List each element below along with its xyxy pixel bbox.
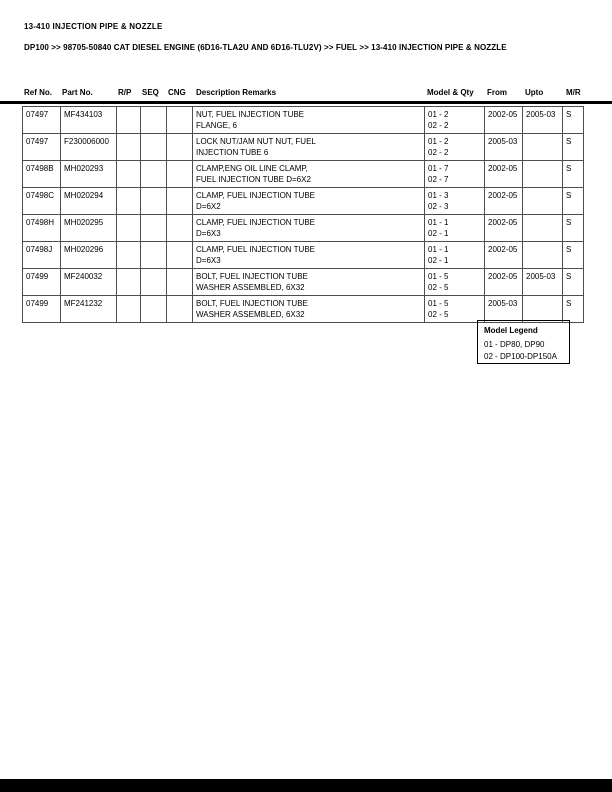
table-row (23, 107, 584, 134)
part-no-cell: MF434103 (61, 107, 117, 134)
part-no-cell: MH020296 (61, 242, 117, 269)
model-qty-line-1: 01 - 5 (428, 272, 449, 281)
ref-no-cell: 07498J (23, 242, 61, 269)
from-cell: 2002-05 (485, 215, 523, 242)
page-bottom-edge-bar (0, 779, 612, 792)
description-line-2: FUEL INJECTION TUBE D=6X2 (196, 174, 311, 184)
model-qty-line-2: 02 - 1 (428, 228, 449, 238)
mr-cell: S (563, 296, 584, 323)
ref-no-cell: 07498B (23, 161, 61, 188)
description-line-1: CLAMP, FUEL INJECTION TUBE (196, 245, 315, 254)
description-line-2: D=6X3 (196, 255, 221, 265)
cng-cell (167, 296, 193, 323)
column-header-upto: Upto (525, 88, 544, 97)
part-no-cell: MF240032 (61, 269, 117, 296)
seq-cell (141, 269, 167, 296)
part-no-cell: MH020294 (61, 188, 117, 215)
model-qty-cell (425, 242, 485, 269)
model-qty-line-1: 01 - 2 (428, 137, 449, 146)
description-line-2: WASHER ASSEMBLED, 6X32 (196, 282, 305, 292)
header-divider-rule (0, 101, 612, 104)
mr-cell: S (563, 134, 584, 161)
model-qty-line-1: 01 - 2 (428, 110, 449, 119)
description-cell (193, 134, 425, 161)
column-header-model-qty: Model & Qty (427, 88, 474, 97)
model-qty-line-1: 01 - 1 (428, 245, 449, 254)
mr-cell: S (563, 107, 584, 134)
upto-cell: 2005-03 (523, 107, 563, 134)
description-line-2: WASHER ASSEMBLED, 6X32 (196, 309, 305, 319)
ref-no-cell: 07497 (23, 107, 61, 134)
description-cell (193, 188, 425, 215)
description-cell (193, 242, 425, 269)
description-cell (193, 107, 425, 134)
mr-cell: S (563, 188, 584, 215)
column-header-rp: R/P (118, 88, 132, 97)
seq-cell (141, 188, 167, 215)
column-header-from: From (487, 88, 507, 97)
cng-cell (167, 269, 193, 296)
model-qty-line-1: 01 - 5 (428, 299, 449, 308)
upto-cell (523, 242, 563, 269)
model-qty-cell (425, 296, 485, 323)
description-cell (193, 161, 425, 188)
description-line-2: D=6X3 (196, 228, 221, 238)
description-line-2: D=6X2 (196, 201, 221, 211)
mr-cell: S (563, 215, 584, 242)
rp-cell (117, 296, 141, 323)
table-row (23, 188, 584, 215)
model-qty-line-1: 01 - 3 (428, 191, 449, 200)
model-qty-line-2: 02 - 5 (428, 309, 449, 319)
rp-cell (117, 242, 141, 269)
model-qty-line-2: 02 - 2 (428, 147, 449, 157)
seq-cell (141, 242, 167, 269)
column-header-cng: CNG (168, 88, 186, 97)
rp-cell (117, 188, 141, 215)
upto-cell: 2005-03 (523, 269, 563, 296)
part-no-cell: MF241232 (61, 296, 117, 323)
table-row (23, 215, 584, 242)
table-row (23, 242, 584, 269)
upto-cell (523, 161, 563, 188)
model-qty-line-2: 02 - 5 (428, 282, 449, 292)
model-qty-cell (425, 215, 485, 242)
breadcrumb: DP100 >> 98705-50840 CAT DIESEL ENGINE (6D16-TLA2U AND 6D16-TLU2V) >> FUEL >> 13-410 INJECTION PIPE & NOZZLE (24, 43, 507, 52)
seq-cell (141, 215, 167, 242)
cng-cell (167, 107, 193, 134)
seq-cell (141, 107, 167, 134)
part-no-cell: MH020293 (61, 161, 117, 188)
model-qty-line-2: 02 - 2 (428, 120, 449, 130)
description-line-1: CLAMP, FUEL INJECTION TUBE (196, 218, 315, 227)
page-title: 13-410 INJECTION PIPE & NOZZLE (24, 22, 163, 31)
rp-cell (117, 215, 141, 242)
cng-cell (167, 215, 193, 242)
table-row (23, 161, 584, 188)
from-cell: 2002-05 (485, 242, 523, 269)
seq-cell (141, 134, 167, 161)
ref-no-cell: 07497 (23, 134, 61, 161)
ref-no-cell: 07499 (23, 296, 61, 323)
model-legend-box (477, 320, 570, 364)
description-line-2: INJECTION TUBE 6 (196, 147, 269, 157)
rp-cell (117, 107, 141, 134)
model-legend-item-01: 01 - DP80, DP90 (484, 340, 545, 349)
ref-no-cell: 07498C (23, 188, 61, 215)
description-line-1: CLAMP, FUEL INJECTION TUBE (196, 191, 315, 200)
upto-cell (523, 215, 563, 242)
part-no-cell: MH020295 (61, 215, 117, 242)
column-header-ref-no: Ref No. (24, 88, 52, 97)
description-cell (193, 215, 425, 242)
cng-cell (167, 161, 193, 188)
model-qty-line-2: 02 - 7 (428, 174, 449, 184)
model-qty-line-2: 02 - 1 (428, 255, 449, 265)
table-row (23, 134, 584, 161)
upto-cell (523, 134, 563, 161)
ref-no-cell: 07499 (23, 269, 61, 296)
model-legend-item-02: 02 - DP100-DP150A (484, 352, 557, 361)
upto-cell (523, 188, 563, 215)
cng-cell (167, 188, 193, 215)
table-row (23, 296, 584, 323)
from-cell: 2005-03 (485, 134, 523, 161)
description-cell (193, 296, 425, 323)
parts-table-body (23, 107, 584, 323)
description-line-1: BOLT, FUEL INJECTION TUBE (196, 299, 308, 308)
column-header-seq: SEQ (142, 88, 159, 97)
model-legend-title: Model Legend (484, 326, 538, 335)
from-cell: 2005-03 (485, 296, 523, 323)
description-cell (193, 269, 425, 296)
model-qty-cell (425, 107, 485, 134)
mr-cell: S (563, 269, 584, 296)
description-line-1: BOLT, FUEL INJECTION TUBE (196, 272, 308, 281)
column-header-part-no: Part No. (62, 88, 93, 97)
column-header-description: Description Remarks (196, 88, 277, 97)
model-qty-cell (425, 269, 485, 296)
model-qty-cell (425, 188, 485, 215)
model-qty-line-2: 02 - 3 (428, 201, 449, 211)
model-qty-cell (425, 134, 485, 161)
model-qty-line-1: 01 - 1 (428, 218, 449, 227)
part-no-cell: F230006000 (61, 134, 117, 161)
rp-cell (117, 161, 141, 188)
from-cell: 2002-05 (485, 107, 523, 134)
cng-cell (167, 242, 193, 269)
cng-cell (167, 134, 193, 161)
upto-cell (523, 296, 563, 323)
rp-cell (117, 269, 141, 296)
from-cell: 2002-05 (485, 161, 523, 188)
seq-cell (141, 161, 167, 188)
parts-table (22, 106, 584, 323)
description-line-2: FLANGE, 6 (196, 120, 237, 130)
mr-cell: S (563, 161, 584, 188)
column-header-mr: M/R (566, 88, 581, 97)
mr-cell: S (563, 242, 584, 269)
table-row (23, 269, 584, 296)
table-column-headers (0, 88, 612, 100)
description-line-1: LOCK NUT/JAM NUT NUT, FUEL (196, 137, 316, 146)
model-qty-line-1: 01 - 7 (428, 164, 449, 173)
from-cell: 2002-05 (485, 269, 523, 296)
description-line-1: NUT, FUEL INJECTION TUBE (196, 110, 305, 119)
from-cell: 2002-05 (485, 188, 523, 215)
model-qty-cell (425, 161, 485, 188)
seq-cell (141, 296, 167, 323)
description-line-1: CLAMP,ENG OIL LINE CLAMP, (196, 164, 308, 173)
rp-cell (117, 134, 141, 161)
ref-no-cell: 07498H (23, 215, 61, 242)
